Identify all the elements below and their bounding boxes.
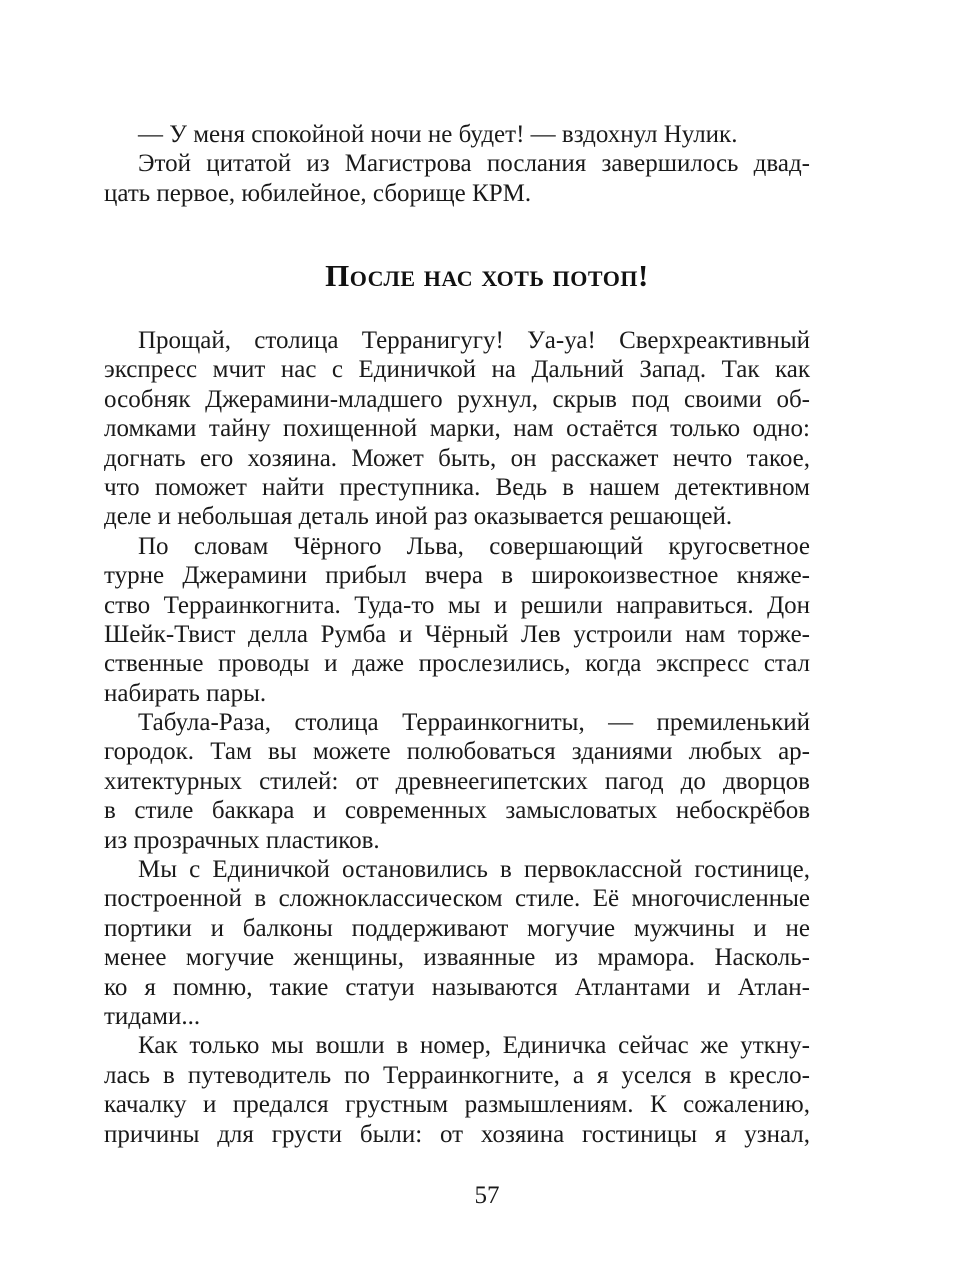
text-line: лась в путеводитель по Терраинкогните, а я уселся в кресло- — [104, 1061, 810, 1089]
text-line: ломками тайну похищенной марки, нам остаётся только одно: — [104, 415, 810, 443]
text-line: хитектурных стилей: от древнеегипетских пагод до дворцов — [104, 767, 810, 795]
text-line: — У меня спокойной ночи не будет! — вздохнул Нулик. — [138, 121, 738, 148]
chapter-heading: После нас хоть потоп! — [325, 258, 649, 293]
text-line: Прощай, столица Терранигугу! Уа-уа! Сверхреактивный — [138, 327, 810, 354]
text-line: ственные проводы и даже прослезились, когда экспресс стал — [104, 650, 810, 678]
preceding-text — [104, 120, 810, 208]
text-line: догнать его хозяина. Может быть, он расскажет нечто такое, — [104, 444, 810, 472]
text-line: из прозрачных пластиков. — [104, 826, 380, 854]
text-line: городок. Там вы можете полюбоваться зданиями любых ар- — [104, 738, 810, 766]
chapter-body — [104, 326, 810, 1149]
text-line: построенной в сложноклассическом стиле. Её многочисленные — [104, 885, 810, 913]
text-line: портики и балконы поддерживают могучие мужчины и не — [104, 914, 810, 942]
text-line: ко я помню, такие статуи называются Атлантами и Атлан- — [104, 973, 810, 1001]
text-line: Табула-Раза, столица Терраинкогниты, — премиленький — [138, 709, 810, 737]
text-line: По словам Чёрного Льва, совершающий кругосветное — [138, 532, 810, 560]
text-line: набирать пары. — [104, 679, 267, 707]
text-line: причины для грусти были: от хозяина гостиницы я узнал, — [104, 1120, 810, 1148]
text-line: экспресс мчит нас с Единичкой на Дальний Запад. Так как — [104, 356, 810, 384]
text-line: Как только мы вошли в номер, Единичка сейчас же уткну- — [138, 1032, 810, 1060]
text-line: в стиле баккара и современных замысловатых небоскрёбов — [104, 797, 810, 825]
text-line: Этой цитатой из Магистрова послания завершилось двад- — [138, 150, 810, 178]
text-line: качалку и предался грустным размышлениям. К сожалению, — [104, 1091, 810, 1119]
text-line: ство Терраинкогнита. Туда-то мы и решили направиться. Дон — [104, 591, 810, 619]
text-line: деле и небольшая деталь иной раз оказывается решающей. — [104, 503, 733, 531]
text-line: Шейк-Твист делла Румба и Чёрный Лев устроили нам торже- — [104, 620, 810, 648]
text-line: что поможет найти преступника. Ведь в нашем детективном — [104, 473, 810, 501]
text-line: особняк Джерамини-младшего рухнул, скрыв под своими об- — [104, 385, 810, 413]
text-line: тидами... — [104, 1002, 201, 1030]
text-line: цать первое, юбилейное, сборище КРМ. — [104, 179, 532, 207]
text-line: турне Джерамини прибыл вчера в широкоизвестное княже- — [104, 562, 810, 590]
page-number: 57 — [474, 1182, 500, 1209]
text-line: менее могучие женщины, изваянные из мрамора. Насколь- — [104, 944, 810, 972]
text-line: Мы с Единичкой остановились в первоклассной гостинице, — [138, 856, 810, 884]
